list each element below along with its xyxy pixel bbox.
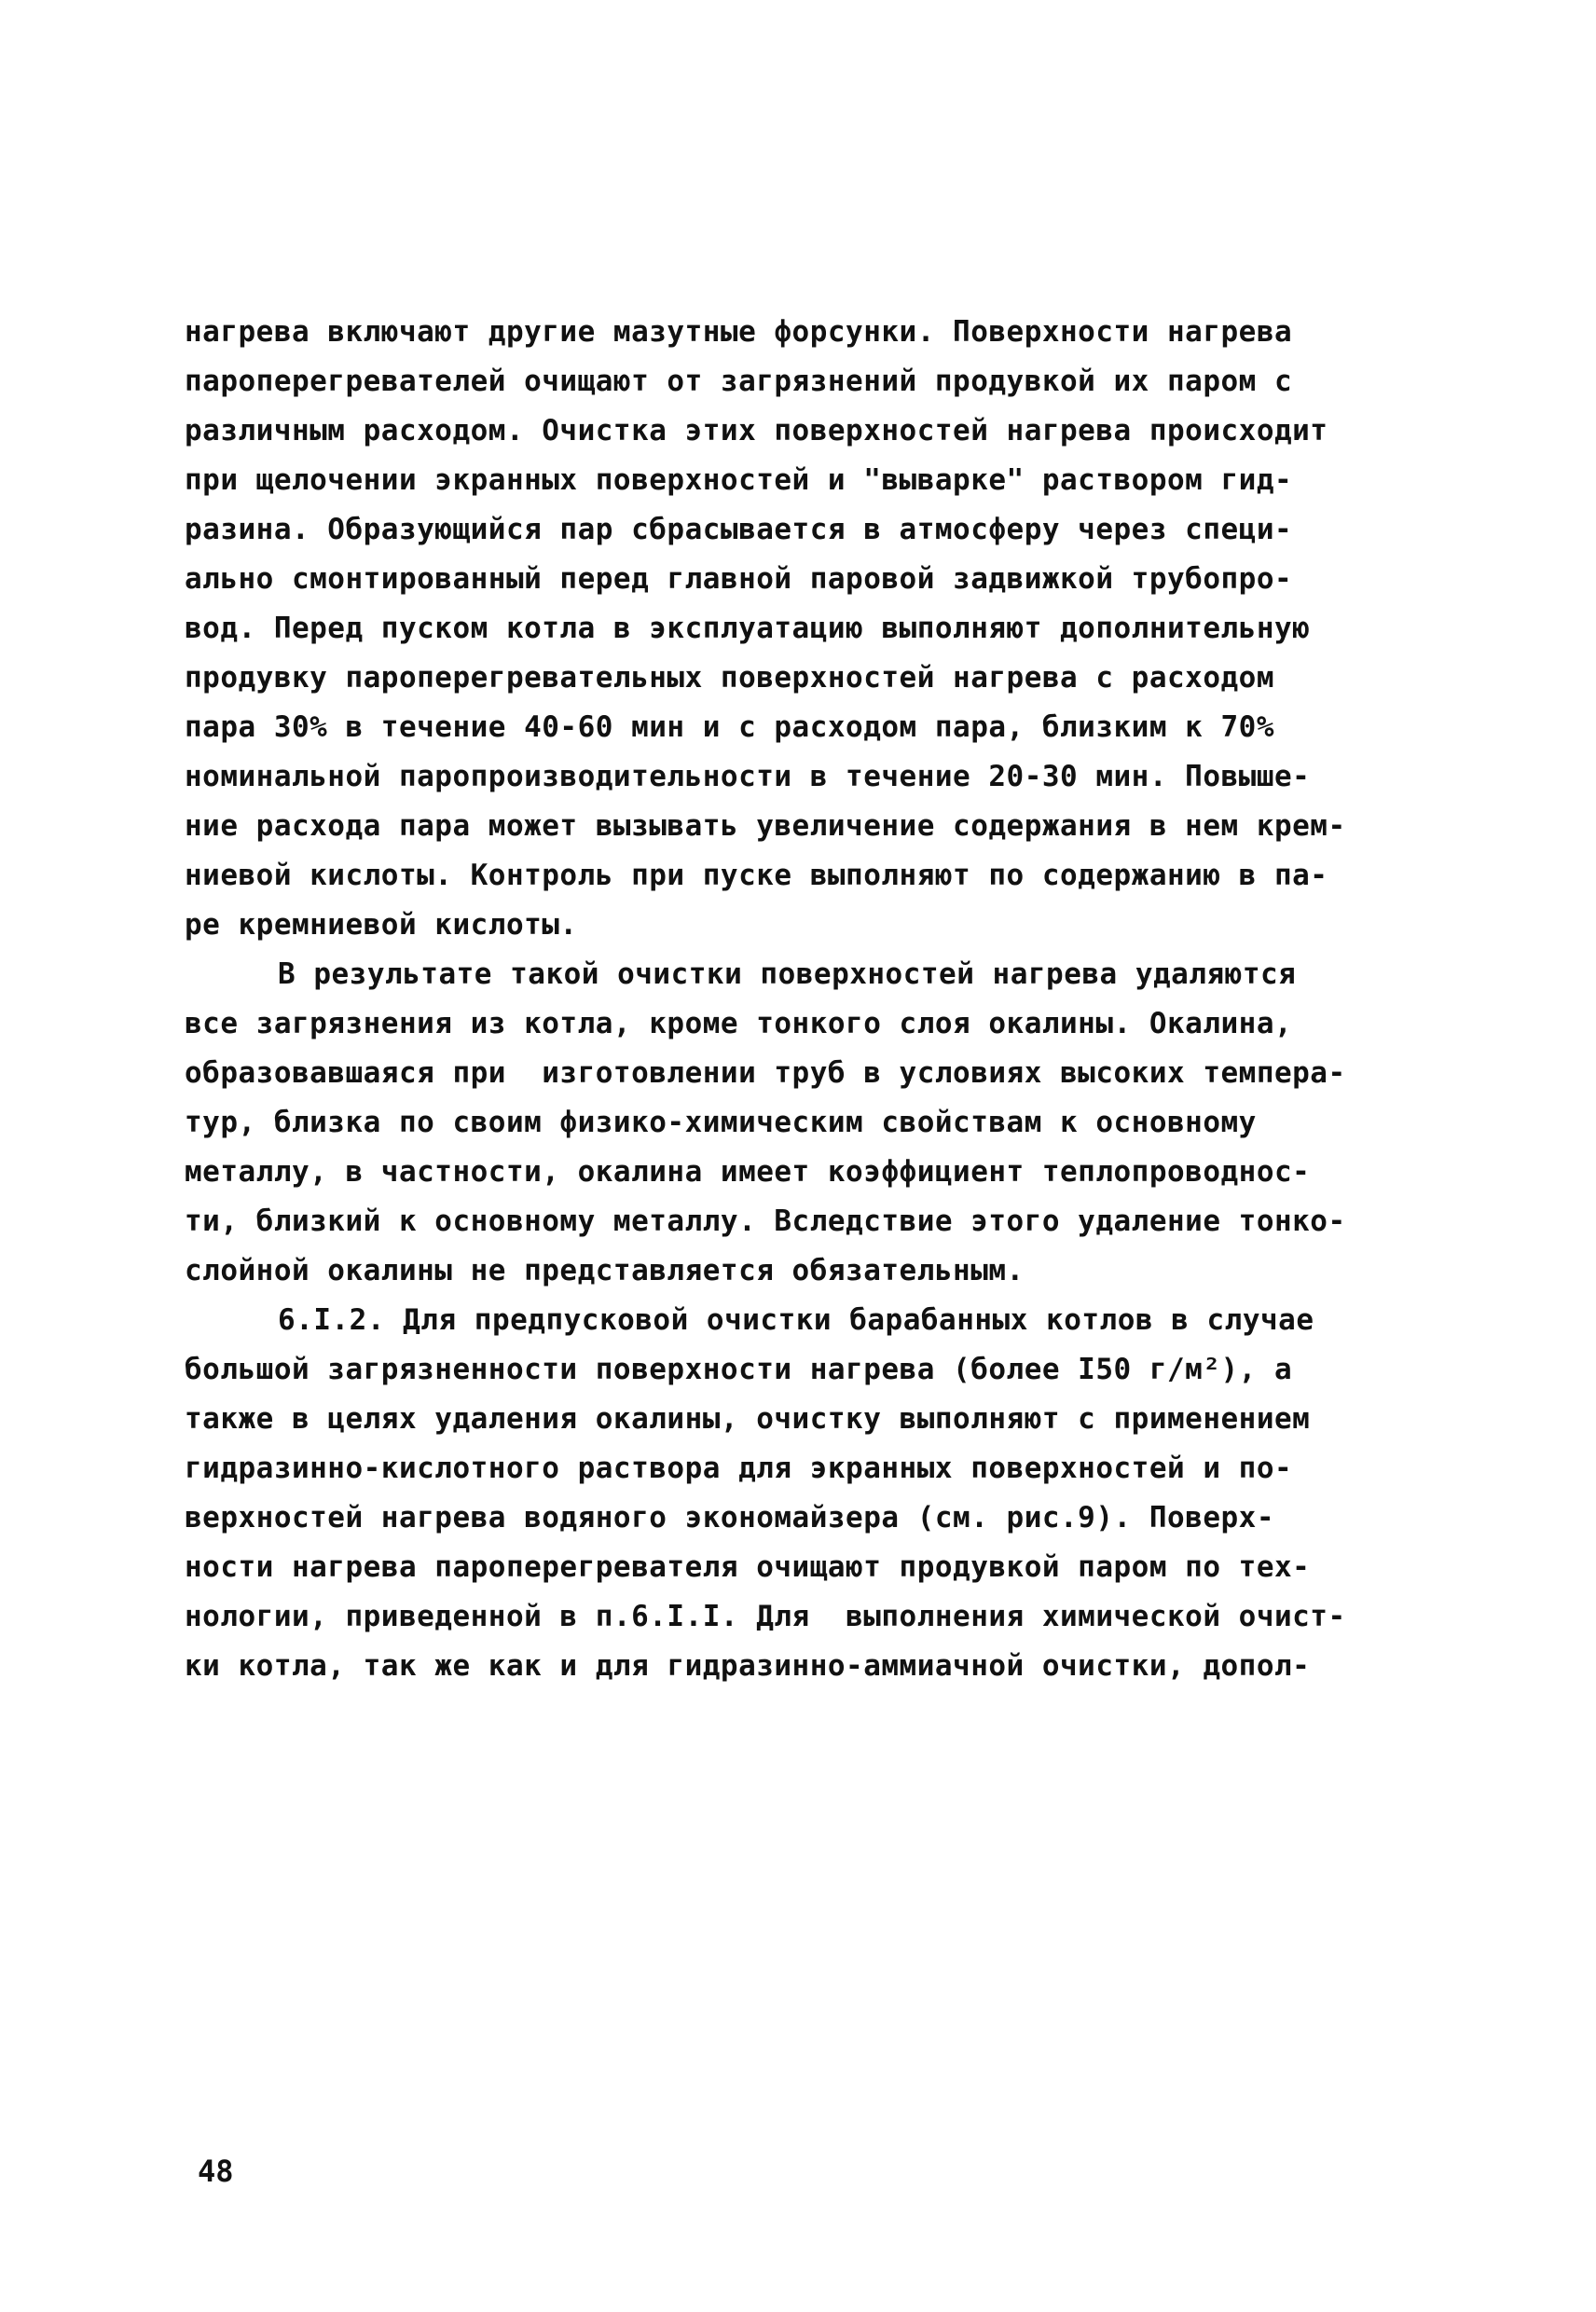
- text-line: различным расходом. Очистка этих поверхностей нагрева происходит: [185, 414, 1328, 447]
- text-line: разина. Образующийся пар сбрасывается в атмосферу через специ-: [185, 513, 1293, 546]
- text-line: гидразинно-кислотного раствора для экранных поверхностей и по-: [185, 1452, 1293, 1485]
- text-line: все загрязнения из котла, кроме тонкого слоя окалины. Окалина,: [185, 1007, 1293, 1040]
- text-line: пара 30% в течение 40-60 мин и с расходом пара, близким к 70%: [185, 710, 1274, 744]
- text-line: номинальной паропроизводительности в течение 20-30 мин. Повыше-: [185, 760, 1311, 793]
- text-line: также в целях удаления окалины, очистку выполняют с применением: [185, 1402, 1311, 1436]
- text-line: ально смонтированный перед главной паровой задвижкой трубопро-: [185, 562, 1293, 596]
- text-line: нагрева включают другие мазутные форсунки. Поверхности нагрева: [185, 315, 1293, 349]
- paragraph-start-line: В результате такой очистки поверхностей нагрева удаляются: [278, 957, 1297, 991]
- paragraph-start-line: 6.I.2. Для предпусковой очистки барабанных котлов в случае: [278, 1303, 1314, 1337]
- text-line: слойной окалины не представляется обязательным.: [185, 1254, 1025, 1287]
- text-line: образовавшаяся при изготовлении труб в условиях высоких темпера-: [185, 1056, 1346, 1090]
- text-line: ки котла, так же как и для гидразинно-аммиачной очистки, допол-: [185, 1649, 1311, 1683]
- text-line: пароперегревателей очищают от загрязнений продувкой их паром с: [185, 365, 1293, 398]
- text-line: ти, близкий к основному металлу. Вследствие этого удаление тонко-: [185, 1204, 1346, 1238]
- body-text: [185, 308, 1452, 1691]
- text-line: ниевой кислоты. Контроль при пуске выполняют по содержанию в па-: [185, 859, 1328, 892]
- text-line: продувку пароперегревательных поверхностей нагрева с расходом: [185, 661, 1274, 695]
- text-line: нологии, приведенной в п.6.I.I. Для выполнения химической очист-: [185, 1600, 1346, 1633]
- text-line: большой загрязненности поверхности нагрева (более I50 г/м²), а: [185, 1353, 1293, 1386]
- page-number: 48: [198, 2154, 234, 2189]
- text-line: металлу, в частности, окалина имеет коэффициент теплопроводнос-: [185, 1155, 1311, 1189]
- text-line: ре кремниевой кислоты.: [185, 908, 578, 942]
- text-line: верхностей нагрева водяного экономайзера (см. рис.9). Поверх-: [185, 1501, 1274, 1534]
- text-line: ние расхода пара может вызывать увеличение содержания в нем крем-: [185, 809, 1346, 843]
- text-line: ности нагрева пароперегревателя очищают продувкой паром по тех-: [185, 1550, 1311, 1584]
- text-line: вод. Перед пуском котла в эксплуатацию выполняют дополнительную: [185, 612, 1311, 645]
- text-line: при щелочении экранных поверхностей и "выварке" раствором гид-: [185, 463, 1293, 497]
- text-line: тур, близка по своим физико-химическим свойствам к основному: [185, 1106, 1257, 1139]
